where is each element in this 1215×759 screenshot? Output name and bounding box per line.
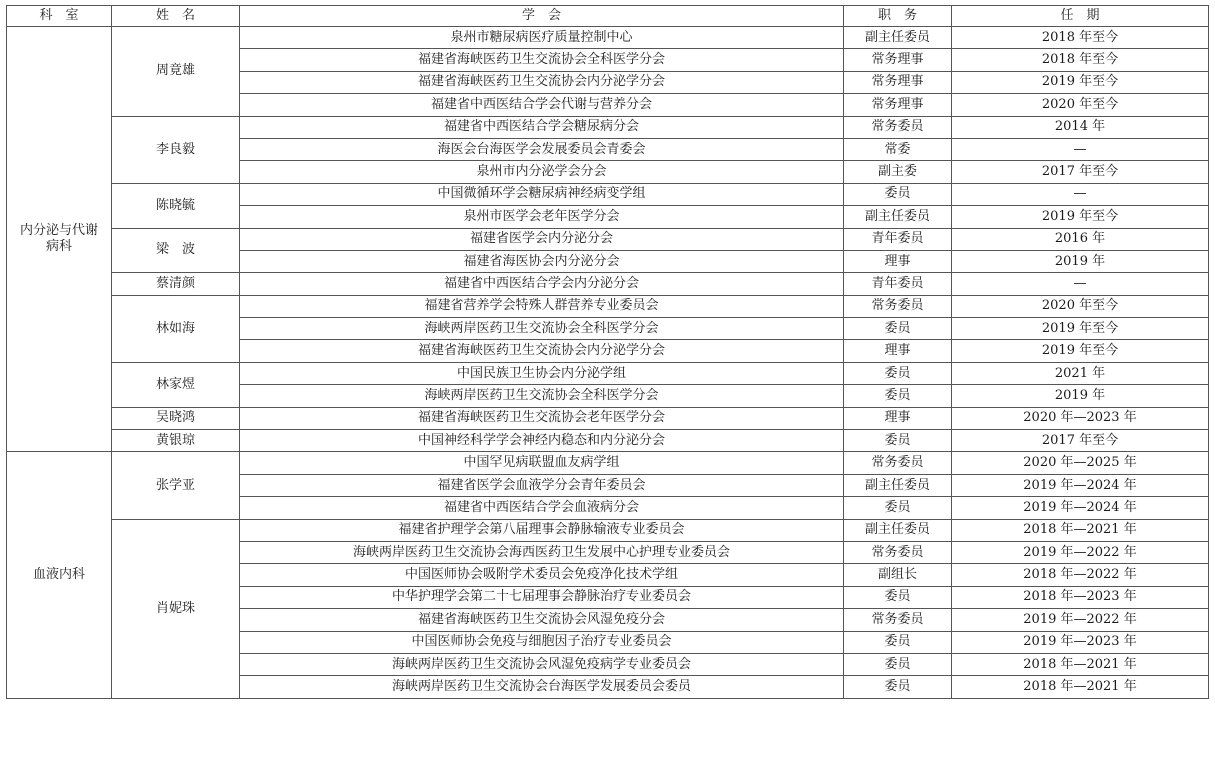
term-cell: 2019 年至今 bbox=[952, 206, 1209, 228]
society-cell: 福建省医学会血液学分会青年委员会 bbox=[240, 474, 844, 496]
role-cell: 副主任委员 bbox=[844, 27, 952, 49]
society-cell: 海峡两岸医药卫生交流协会台海医学发展委员会委员 bbox=[240, 676, 844, 698]
table-row bbox=[7, 228, 1209, 250]
role-cell: 常务委员 bbox=[844, 609, 952, 631]
table-row bbox=[7, 407, 1209, 429]
table-row bbox=[7, 295, 1209, 317]
society-cell: 福建省海医协会内分泌分会 bbox=[240, 250, 844, 272]
society-cell: 海峡两岸医药卫生交流协会风湿免疫病学专业委员会 bbox=[240, 653, 844, 675]
term-cell: 2019 年—2022 年 bbox=[952, 609, 1209, 631]
society-cell: 海峡两岸医药卫生交流协会海西医药卫生发展中心护理专业委员会 bbox=[240, 541, 844, 563]
role-cell: 副主任委员 bbox=[844, 206, 952, 228]
society-cell: 泉州市糖尿病医疗质量控制中心 bbox=[240, 27, 844, 49]
society-cell: 中国医师协会吸附学术委员会免疫净化技术学组 bbox=[240, 564, 844, 586]
table-row bbox=[7, 27, 1209, 49]
term-cell: 2019 年—2023 年 bbox=[952, 631, 1209, 653]
role-cell: 副主任委员 bbox=[844, 519, 952, 541]
role-cell: 委员 bbox=[844, 318, 952, 340]
society-cell: 福建省海峡医药卫生交流协会风湿免疫分会 bbox=[240, 609, 844, 631]
society-cell: 中国神经科学学会神经内稳态和内分泌分会 bbox=[240, 430, 844, 452]
table-body bbox=[7, 27, 1209, 699]
person-name-cell: 黄银琼 bbox=[112, 430, 240, 452]
society-cell: 中国微循环学会糖尿病神经病变学组 bbox=[240, 183, 844, 205]
society-cell: 福建省医学会内分泌分会 bbox=[240, 228, 844, 250]
table-row bbox=[7, 519, 1209, 541]
table-row bbox=[7, 452, 1209, 474]
role-cell: 常务理事 bbox=[844, 71, 952, 93]
role-cell: 委员 bbox=[844, 676, 952, 698]
person-name-cell: 梁 波 bbox=[112, 228, 240, 273]
society-cell: 中华护理学会第二十七届理事会静脉治疗专业委员会 bbox=[240, 586, 844, 608]
role-cell: 委员 bbox=[844, 385, 952, 407]
term-cell: 2018 年—2021 年 bbox=[952, 676, 1209, 698]
society-cell: 中国罕见病联盟血友病学组 bbox=[240, 452, 844, 474]
table-row bbox=[7, 430, 1209, 452]
term-cell: 2020 年—2023 年 bbox=[952, 407, 1209, 429]
header-name: 姓 名 bbox=[112, 6, 240, 27]
society-cell: 泉州市医学会老年医学分会 bbox=[240, 206, 844, 228]
person-name-cell: 林如海 bbox=[112, 295, 240, 362]
header-society: 学 会 bbox=[240, 6, 844, 27]
header-role: 职 务 bbox=[844, 6, 952, 27]
role-cell: 常委 bbox=[844, 138, 952, 160]
person-name-cell: 林家煜 bbox=[112, 362, 240, 407]
term-cell: — bbox=[952, 273, 1209, 295]
term-cell: 2018 年—2021 年 bbox=[952, 519, 1209, 541]
term-cell: 2018 年—2021 年 bbox=[952, 653, 1209, 675]
society-cell: 中国医师协会免疫与细胞因子治疗专业委员会 bbox=[240, 631, 844, 653]
term-cell: 2019 年—2022 年 bbox=[952, 541, 1209, 563]
department-cell bbox=[7, 27, 112, 452]
society-cell: 福建省海峡医药卫生交流协会老年医学分会 bbox=[240, 407, 844, 429]
role-cell: 常务委员 bbox=[844, 541, 952, 563]
role-cell: 委员 bbox=[844, 430, 952, 452]
term-cell: 2017 年至今 bbox=[952, 430, 1209, 452]
society-cell: 海医会台海医学会发展委员会青委会 bbox=[240, 138, 844, 160]
term-cell: 2019 年 bbox=[952, 385, 1209, 407]
term-cell: 2019 年至今 bbox=[952, 318, 1209, 340]
term-cell: 2016 年 bbox=[952, 228, 1209, 250]
table-row bbox=[7, 183, 1209, 205]
term-cell: 2014 年 bbox=[952, 116, 1209, 138]
role-cell: 理事 bbox=[844, 250, 952, 272]
term-cell: 2019 年至今 bbox=[952, 340, 1209, 362]
department-cell bbox=[7, 452, 112, 698]
term-cell: 2018 年至今 bbox=[952, 49, 1209, 71]
term-cell: 2019 年 bbox=[952, 250, 1209, 272]
role-cell: 委员 bbox=[844, 362, 952, 384]
header-dept: 科 室 bbox=[7, 6, 112, 27]
term-cell: 2020 年至今 bbox=[952, 295, 1209, 317]
table-header-row bbox=[7, 6, 1209, 27]
header-term: 任 期 bbox=[952, 6, 1209, 27]
role-cell: 委员 bbox=[844, 631, 952, 653]
term-cell: — bbox=[952, 183, 1209, 205]
society-cell: 福建省中西医结合学会内分泌分会 bbox=[240, 273, 844, 295]
role-cell: 常务理事 bbox=[844, 49, 952, 71]
term-cell: 2018 年至今 bbox=[952, 27, 1209, 49]
role-cell: 常务理事 bbox=[844, 94, 952, 116]
table-row bbox=[7, 116, 1209, 138]
term-cell: 2018 年—2023 年 bbox=[952, 586, 1209, 608]
department-name: 血液内科 bbox=[32, 567, 85, 583]
role-cell: 副主任委员 bbox=[844, 474, 952, 496]
person-name-cell: 肖妮珠 bbox=[112, 519, 240, 698]
person-name-cell: 周竟雄 bbox=[112, 27, 240, 117]
person-name-cell: 陈晓毓 bbox=[112, 183, 240, 228]
role-cell: 常务委员 bbox=[844, 452, 952, 474]
person-name-cell: 吴晓鸿 bbox=[112, 407, 240, 429]
society-cell: 海峡两岸医药卫生交流协会全科医学分会 bbox=[240, 318, 844, 340]
person-name-cell: 张学亚 bbox=[112, 452, 240, 519]
term-cell: 2019 年—2024 年 bbox=[952, 497, 1209, 519]
society-cell: 福建省护理学会第八届理事会静脉输液专业委员会 bbox=[240, 519, 844, 541]
table-row bbox=[7, 273, 1209, 295]
term-cell: 2017 年至今 bbox=[952, 161, 1209, 183]
society-cell: 福建省海峡医药卫生交流协会内分泌学分会 bbox=[240, 340, 844, 362]
society-cell: 福建省中西医结合学会糖尿病分会 bbox=[240, 116, 844, 138]
role-cell: 委员 bbox=[844, 586, 952, 608]
role-cell: 常务委员 bbox=[844, 295, 952, 317]
term-cell: 2021 年 bbox=[952, 362, 1209, 384]
membership-table bbox=[6, 5, 1209, 699]
society-cell: 海峡两岸医药卫生交流协会全科医学分会 bbox=[240, 385, 844, 407]
term-cell: 2020 年至今 bbox=[952, 94, 1209, 116]
role-cell: 副主委 bbox=[844, 161, 952, 183]
person-name-cell: 蔡清颜 bbox=[112, 273, 240, 295]
department-name: 内分泌与代谢病科 bbox=[19, 223, 98, 255]
society-cell: 福建省中西医结合学会血液病分会 bbox=[240, 497, 844, 519]
role-cell: 副组长 bbox=[844, 564, 952, 586]
table-row bbox=[7, 362, 1209, 384]
role-cell: 委员 bbox=[844, 653, 952, 675]
term-cell: 2019 年—2024 年 bbox=[952, 474, 1209, 496]
society-cell: 福建省中西医结合学会代谢与营养分会 bbox=[240, 94, 844, 116]
society-cell: 中国民族卫生协会内分泌学组 bbox=[240, 362, 844, 384]
society-cell: 泉州市内分泌学会分会 bbox=[240, 161, 844, 183]
role-cell: 委员 bbox=[844, 183, 952, 205]
term-cell: 2020 年—2025 年 bbox=[952, 452, 1209, 474]
role-cell: 理事 bbox=[844, 407, 952, 429]
membership-table-page bbox=[6, 5, 1208, 699]
society-cell: 福建省海峡医药卫生交流协会全科医学分会 bbox=[240, 49, 844, 71]
term-cell: — bbox=[952, 138, 1209, 160]
term-cell: 2018 年—2022 年 bbox=[952, 564, 1209, 586]
society-cell: 福建省营养学会特殊人群营养专业委员会 bbox=[240, 295, 844, 317]
role-cell: 青年委员 bbox=[844, 228, 952, 250]
role-cell: 常务委员 bbox=[844, 116, 952, 138]
role-cell: 委员 bbox=[844, 497, 952, 519]
role-cell: 理事 bbox=[844, 340, 952, 362]
role-cell: 青年委员 bbox=[844, 273, 952, 295]
term-cell: 2019 年至今 bbox=[952, 71, 1209, 93]
society-cell: 福建省海峡医药卫生交流协会内分泌学分会 bbox=[240, 71, 844, 93]
person-name-cell: 李良毅 bbox=[112, 116, 240, 183]
